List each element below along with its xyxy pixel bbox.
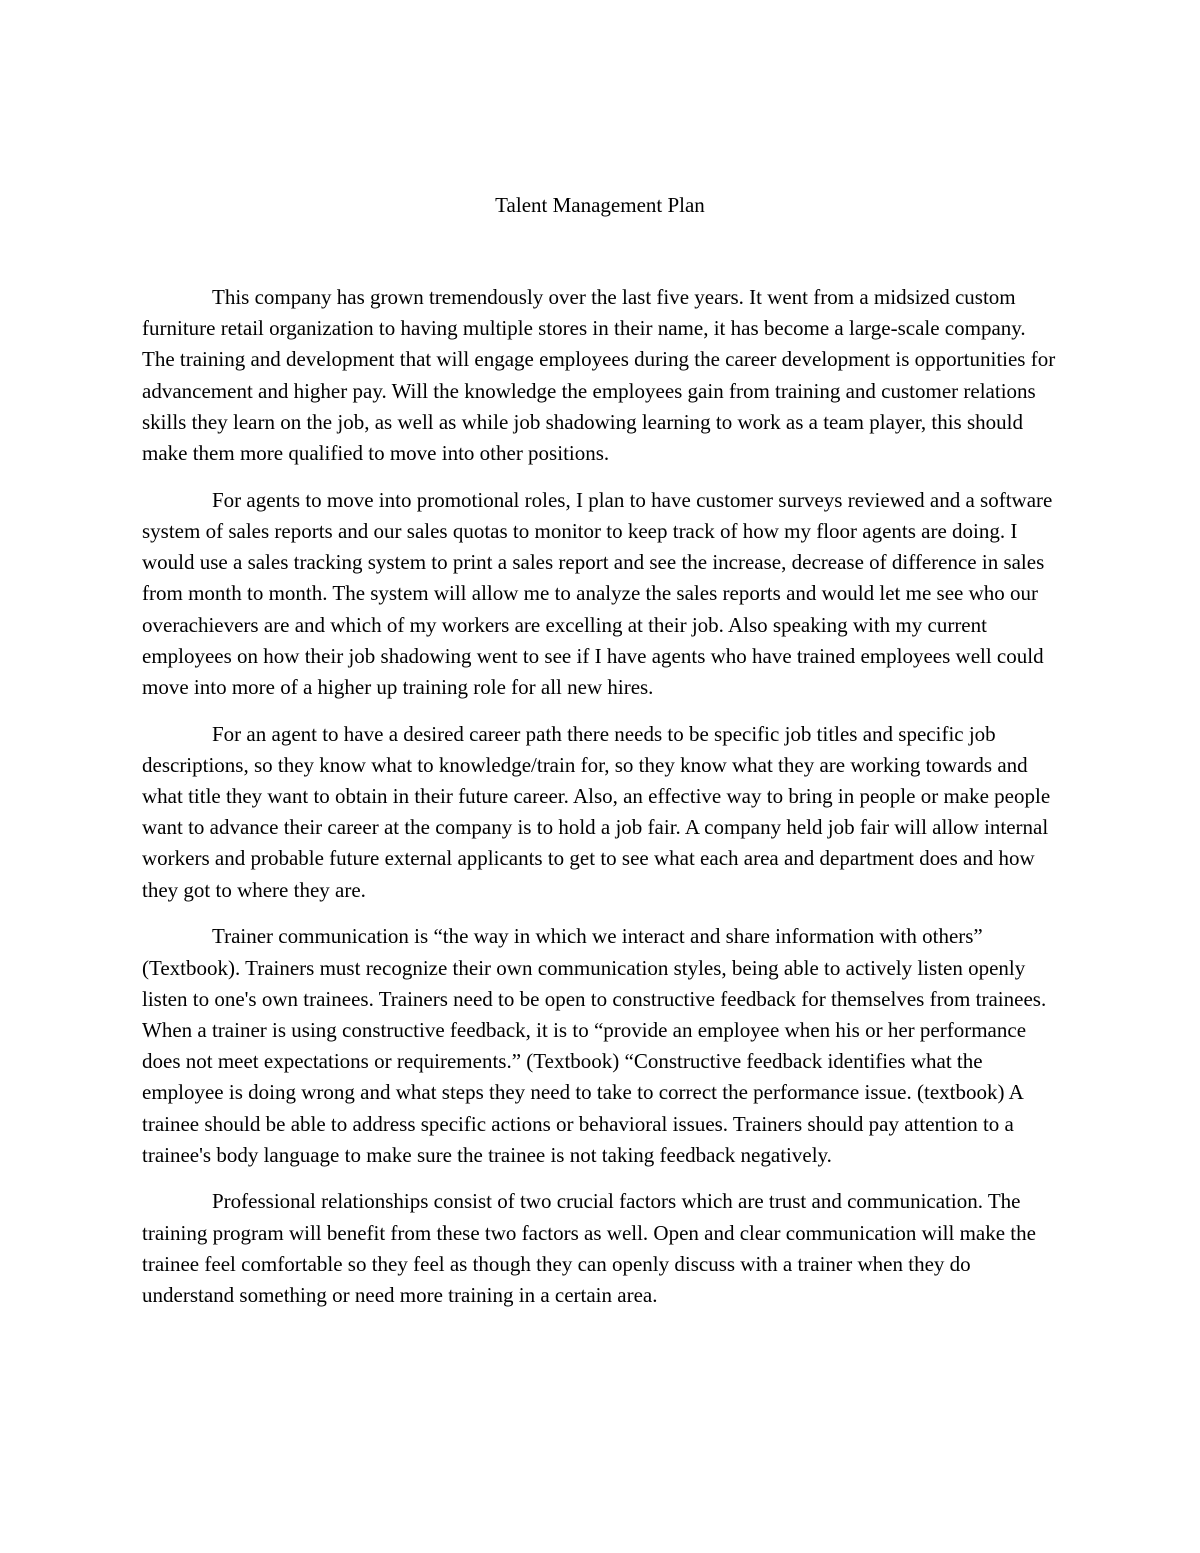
paragraph-5: Professional relationships consist of two crucial factors which are trust and communication. The training program will benefit from these two factors as well. Open and clear communication will make the trainee feel comfortable so they feel as though they can openly discuss with a trainer when they do understand something or need more training in a certain area. xyxy=(142,1189,1036,1308)
paragraph-4: Trainer communication is “the way in which we interact and share information with others” (Textbook). Trainers must recognize their own communication styles, being able to actively listen openly listen to one's own trainees. Trainers need to be open to constructive feedback for themselves from trainees. When a trainer is using constructive feedback, it is to “provide an employee when his or her performance does not meet expectations or requirements.” (Textbook) “Constructive feedback identifies what the employee is doing wrong and what steps they need to take to correct the performance issue. (textbook) A trainee should be able to address specific actions or behavioral issues. Trainers should pay attention to a trainee's body language to make sure the trainee is not taking feedback negatively. xyxy=(142,924,1047,1167)
document-body xyxy=(142,282,1060,1327)
paragraph-2: For agents to move into promotional roles, I plan to have customer surveys reviewed and a software system of sales reports and our sales quotas to monitor to keep track of how my floor agents are doing. I would use a sales tracking system to print a sales report and see the increase, decrease of difference in sales from month to month. The system will allow me to analyze the sales reports and would let me see who our overachievers are and which of my workers are excelling at their job. Also speaking with my current employees on how their job shadowing went to see if I have agents who have trained employees well could move into more of a higher up training role for all new hires. xyxy=(142,487,1053,699)
paragraph-1: This company has grown tremendously over the last five years. It went from a midsized custom furniture retail organization to having multiple stores in their name, it has become a large-scale company. The training and development that will engage employees during the career development is opportunities for advancement and higher pay. Will the knowledge the employees gain from training and customer relations skills they learn on the job, as well as while job shadowing learning to work as a team player, this should make them more qualified to move into other positions. xyxy=(142,285,1056,466)
document-title: Talent Management Plan xyxy=(495,193,705,217)
paragraph-3: For an agent to have a desired career path there needs to be specific job titles and specific job descriptions, so they know what to knowledge/train for, so they know what they are working towards and what title they want to obtain in their future career. Also, an effective way to bring in people or make people want to advance their career at the company is to hold a job fair. A company held job fair will allow internal workers and probable future external applicants to get to see what each area and department does and how they got to where they are. xyxy=(142,721,1051,902)
